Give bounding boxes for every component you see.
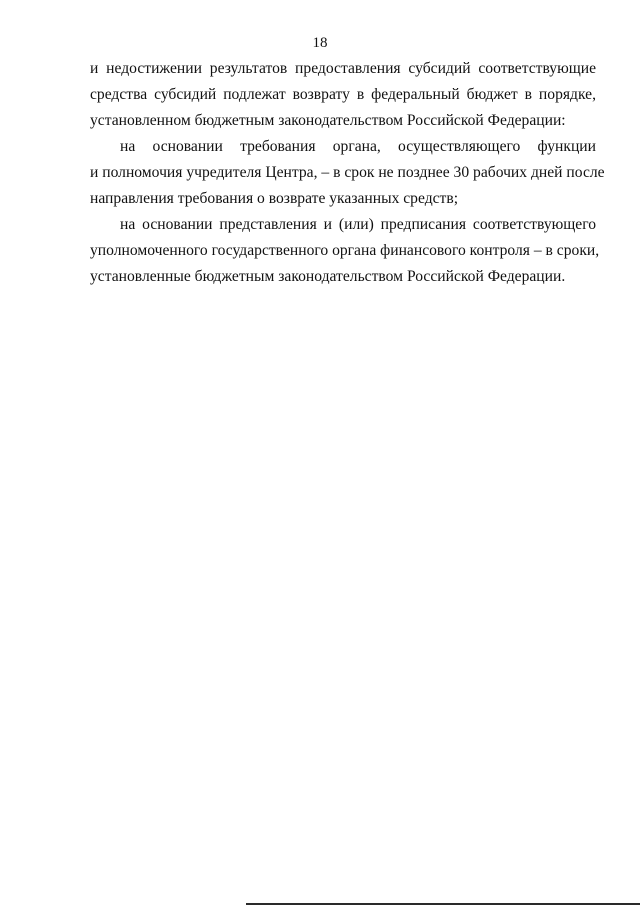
paragraph-line: уполномоченного государственного органа финансового контроля – в сроки, [90,242,600,259]
paragraph-line: на основании требования органа, осуществляющего функции [120,138,596,155]
paragraph-line: на основании представления и (или) предписания соответствующего [120,216,596,233]
paragraph-line: средства субсидий подлежат возврату в федеральный бюджет в порядке, [90,86,596,103]
paragraph-line: установленные бюджетным законодательством Российской Федерации. [90,268,566,285]
paragraph-line: направления требования о возврате указанных средств; [90,190,459,207]
paragraph-3 [90,212,600,290]
paragraph-line: и недостижении результатов предоставления субсидий соответствующие [90,60,596,77]
paragraph-1 [90,56,596,134]
paragraph-line: установленном бюджетным законодательством Российской Федерации: [90,112,566,129]
paragraph-2 [90,134,605,212]
paragraph-line: и полномочия учредителя Центра, – в срок не позднее 30 рабочих дней после [90,164,605,181]
document-body [90,56,605,290]
page-number: 18 [312,35,328,51]
